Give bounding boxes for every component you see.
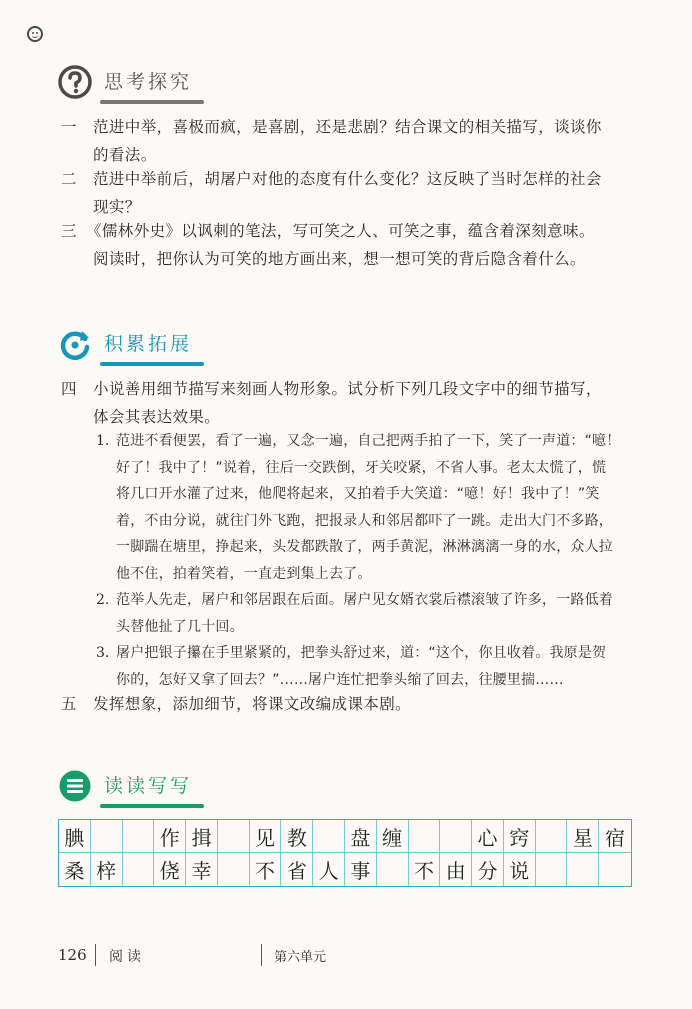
grid-cell xyxy=(409,820,441,853)
question-number: 三 xyxy=(61,222,77,240)
question-text: 小说善用细节描写来刻画人物形象。试分析下列几段文字中的细节描写， xyxy=(93,380,602,398)
grid-cell: 桑 xyxy=(59,853,91,886)
grid-cell: 人 xyxy=(313,853,345,886)
item-text: 他不住，拍着笑着，一直走到集上去了。 xyxy=(116,565,372,582)
question-text: 范进中举，喜极而疯，是喜剧，还是悲剧？结合课文的相关描写，谈谈你 xyxy=(93,118,602,136)
grid-cell xyxy=(440,820,472,853)
grid-cell xyxy=(377,853,409,886)
item-text: 将几口开水灌了过来，他爬将起来，又拍着手大笑道：“噫！好！我中了！”笑 xyxy=(116,486,600,502)
section-think-header xyxy=(58,62,192,102)
grid-cell xyxy=(123,820,155,853)
grid-cell: 省 xyxy=(281,853,313,886)
question-text: 现实？ xyxy=(93,198,141,216)
item-text: 头替他扯了几十回。 xyxy=(116,618,244,635)
item-text: 好了！我中了！”说着，往后一交跌倒，牙关咬紧，不省人事。老太太慌了，慌 xyxy=(116,459,607,476)
item-text: 着，不由分说，就往门外飞跑，把报录人和邻居都吓了一跳。走出大门不多路， xyxy=(116,512,613,529)
grid-cell xyxy=(313,820,345,853)
grid-cell xyxy=(536,853,568,886)
page-number: 126 xyxy=(58,946,87,964)
smiley-icon xyxy=(27,26,43,42)
question-number: 一 xyxy=(61,118,77,136)
grid-cell xyxy=(567,853,599,886)
grid-cell: 事 xyxy=(345,853,377,886)
item-number: 3. xyxy=(96,645,110,661)
grid-cell: 见 xyxy=(250,820,282,853)
grid-cell: 幸 xyxy=(186,853,218,886)
grid-cell: 揖 xyxy=(186,820,218,853)
grid-cell: 宿 xyxy=(599,820,631,853)
question-text: 范进中举前后，胡屠户对他的态度有什么变化？这反映了当时怎样的社会 xyxy=(93,170,602,188)
grid-cell xyxy=(536,820,568,853)
grid-cell xyxy=(599,853,631,886)
question-text: 的看法。 xyxy=(93,146,157,164)
grid-cell: 心 xyxy=(472,820,504,853)
footer-section: 阅读 xyxy=(109,949,145,965)
vocabulary-grid xyxy=(58,819,632,887)
question-text: 阅读时，把你认为可笑的地方画出来，想一想可笑的背后隐含着什么。 xyxy=(93,250,586,268)
footer-divider xyxy=(261,944,262,966)
refresh-arrow-icon xyxy=(58,327,92,361)
question-text: 发挥想象，添加细节，将课文改编成课本剧。 xyxy=(93,695,412,713)
question-text: 体会其表达效果。 xyxy=(93,408,221,426)
section-accumulate-header xyxy=(58,324,192,364)
item-text: 你的，怎好又拿了回去？”……屠户连忙把拳头缩了回去，往腰里揣…… xyxy=(116,671,564,688)
item-text: 范举人先走，屠户和邻居跟在后面。屠户见女婿衣裳后襟滚皱了许多，一路低着 xyxy=(116,592,613,608)
grid-cell: 作 xyxy=(154,820,186,853)
footer-divider xyxy=(95,944,96,966)
item-number: 2. xyxy=(96,592,110,608)
item-number: 1. xyxy=(96,433,110,449)
grid-cell: 教 xyxy=(281,820,313,853)
grid-cell: 不 xyxy=(250,853,282,886)
question-number: 四 xyxy=(61,380,77,398)
grid-cell: 说 xyxy=(504,853,536,886)
grid-cell: 盘 xyxy=(345,820,377,853)
footer-unit: 第六单元 xyxy=(274,950,327,965)
grid-cell xyxy=(91,820,123,853)
question-number: 二 xyxy=(61,170,77,188)
question-number: 五 xyxy=(61,695,77,713)
item-text: 屠户把银子攥在手里紧紧的，把拳头舒过来，道：“这个，你且收着。我原是贺 xyxy=(116,645,607,661)
grid-cell xyxy=(123,853,155,886)
question-text: 《儒林外史》以讽刺的笔法，写可笑之人、可笑之事，蕴含着深刻意味。 xyxy=(86,222,595,240)
question-icon xyxy=(58,65,92,99)
grid-cell: 由 xyxy=(440,853,472,886)
section-think-title: 思考探究 xyxy=(104,67,192,98)
grid-cell xyxy=(218,820,250,853)
grid-cell: 梓 xyxy=(91,853,123,886)
section-read-write-header xyxy=(58,766,192,806)
section-read-write-title: 读读写写 xyxy=(104,771,192,802)
grid-cell: 星 xyxy=(567,820,599,853)
item-text: 范进不看便罢，看了一遍，又念一遍，自己把两手拍了一下，笑了一声道：“噫！ xyxy=(116,433,621,449)
grid-cell: 腆 xyxy=(59,820,91,853)
item-text: 一脚踹在塘里，挣起来，头发都跌散了，两手黄泥，淋淋漓漓一身的水，众人拉 xyxy=(116,539,613,555)
section-accumulate-title: 积累拓展 xyxy=(104,329,192,360)
grid-cell: 分 xyxy=(472,853,504,886)
grid-cell: 缠 xyxy=(377,820,409,853)
grid-cell: 窍 xyxy=(504,820,536,853)
grid-cell xyxy=(218,853,250,886)
list-lines-icon xyxy=(58,769,92,803)
grid-cell: 不 xyxy=(409,853,441,886)
grid-cell: 侥 xyxy=(154,853,186,886)
